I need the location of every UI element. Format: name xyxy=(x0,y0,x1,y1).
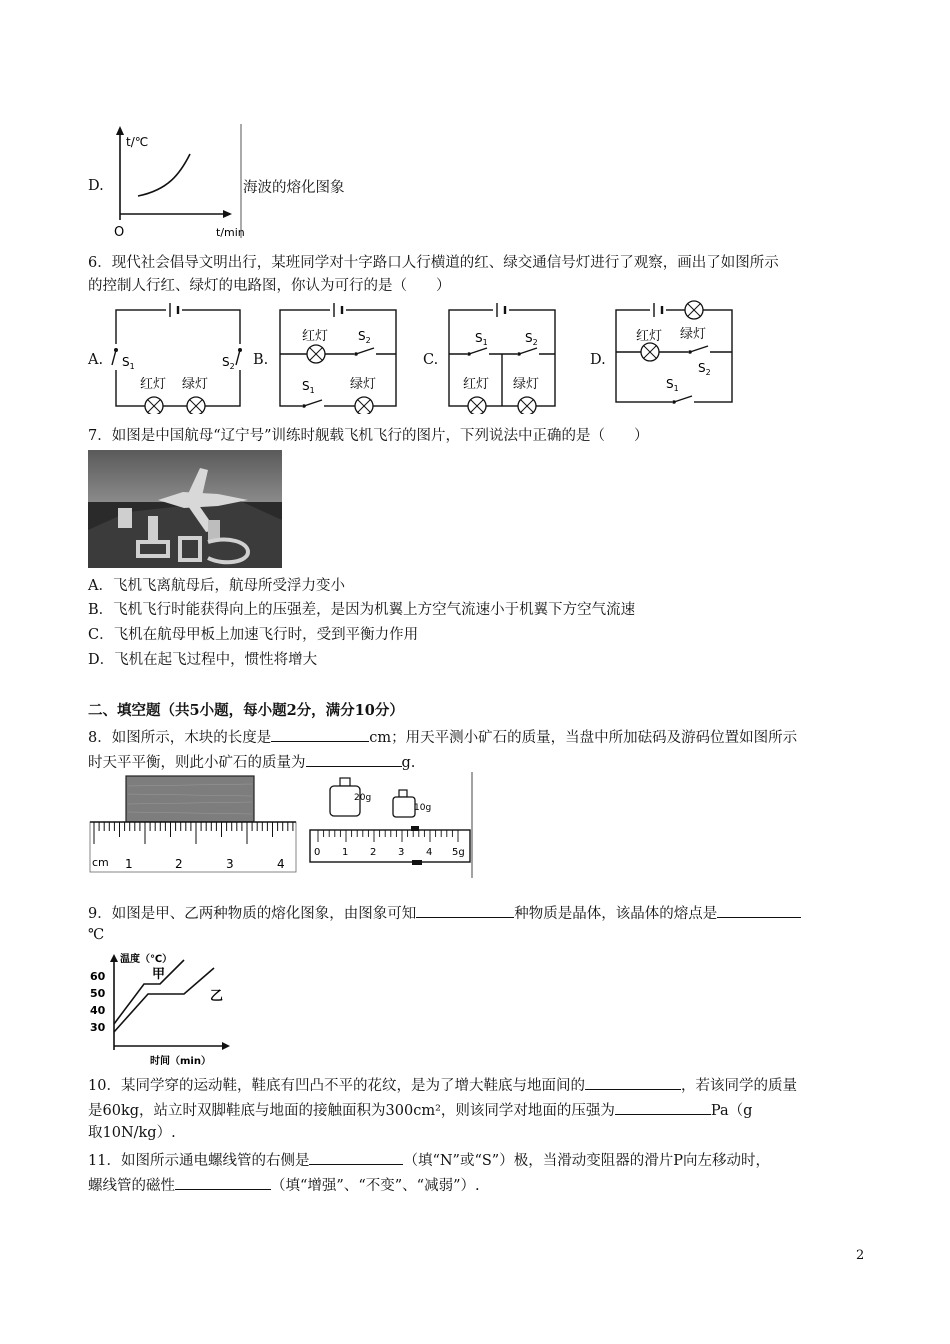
q5-graph-xlabel: t/min xyxy=(216,226,245,239)
svg-text:S2: $S_2$ xyxy=(222,355,235,371)
q9-line2: ℃ xyxy=(88,927,105,943)
q11-text-b: （填“N”或“S”）极，当滑动变阻器的滑片P向左移动时， xyxy=(403,1153,770,1169)
q11-blank-magnetism[interactable] xyxy=(175,1173,271,1190)
q5-option-d-text: 海波的熔化图象 xyxy=(243,180,345,196)
q5-graph-ylabel: t/℃ xyxy=(126,135,149,149)
svg-text:2: 2 xyxy=(370,847,377,858)
q10-text-d: Pa（g xyxy=(710,1103,753,1119)
q6-circuit-a xyxy=(108,302,250,414)
q11-text-c: 螺线管的磁性 xyxy=(88,1178,175,1194)
q10-line1 xyxy=(88,1073,797,1096)
svg-text:S2: $S_2$ xyxy=(698,361,711,377)
q9-blank-substance[interactable] xyxy=(416,901,514,918)
q8-text-b: cm；用天平测小矿石的质量，当盘中所加砝码及游码位置如图所示 xyxy=(369,730,798,746)
q8-ruler-figure xyxy=(88,772,300,878)
q7-stem: 7．如图是中国航母“辽宁号”训练时舰载飞机飞行的图片，下列说法中正确的是（ ） xyxy=(88,428,649,444)
q8-text-a: 8．如图所示，木块的长度是 xyxy=(88,730,272,746)
svg-text:4: 4 xyxy=(426,847,433,858)
q9-graph-ylabel: 温度（℃） xyxy=(120,954,173,965)
svg-text:1: 1 xyxy=(342,847,349,858)
q8-blank-length[interactable] xyxy=(271,725,369,742)
q9-text-b: 种物质是晶体，该晶体的熔点是 xyxy=(514,906,718,922)
svg-text:S1: $S_1$ xyxy=(666,377,679,393)
weight-10g-icon xyxy=(393,790,415,817)
q5-melting-graph xyxy=(108,122,248,240)
q11-blank-pole[interactable] xyxy=(309,1148,403,1165)
red-lamp-icon xyxy=(307,345,325,363)
s2-label: S xyxy=(222,355,230,369)
q7-option-b: B．飞机飞行时能获得向上的压强差，是因为机翼上方空气流速小于机翼下方空气流速 xyxy=(88,602,636,618)
green-lamp-icon xyxy=(518,397,536,414)
weight-10g-label: 10g xyxy=(414,803,432,813)
q8-line1 xyxy=(88,725,797,748)
q6-stem-line1: 6．现代社会倡导文明出行，某班同学对十字路口人行横道的红、绿交通信号灯进行了观察，画出了如图所示 xyxy=(88,255,779,271)
svg-text:40: 40 xyxy=(90,1004,106,1017)
q9-line1 xyxy=(88,901,801,924)
ruler-unit: cm xyxy=(92,856,109,869)
q10-line3: 取10N/kg）. xyxy=(88,1125,176,1141)
svg-text:0: 0 xyxy=(314,847,321,858)
svg-text:绿灯: 绿灯 xyxy=(513,377,540,392)
q11-text-d: （填“增强”、“不变”、“减弱”）. xyxy=(271,1178,480,1194)
q10-blank-friction[interactable] xyxy=(585,1073,681,1090)
series-yi-label: 乙 xyxy=(210,989,224,1004)
q9-text-a: 9．如图是甲、乙两种物质的熔化图象，由图象可知 xyxy=(88,906,417,922)
svg-text:S1: $S_1$ xyxy=(122,355,135,371)
q7-option-d: D．飞机在起飞过程中，惯性将增大 xyxy=(88,652,318,668)
q8-text-d: g. xyxy=(401,755,416,771)
svg-text:4: 4 xyxy=(277,857,285,871)
q7-aircraft-carrier-photo xyxy=(88,450,282,568)
q7-option-c: C．飞机在航母甲板上加速飞行时，受到平衡力作用 xyxy=(88,627,419,643)
q9-graph-xlabel: 时间（min） xyxy=(150,1056,211,1067)
q8-line2 xyxy=(88,750,415,773)
s1-label: S xyxy=(122,355,130,369)
q6-option-d-label: D. xyxy=(590,352,606,368)
svg-text:3: 3 xyxy=(398,847,405,858)
q7-option-a: A．飞机飞离航母后，航母所受浮力变小 xyxy=(88,578,345,594)
q5-option-d-label: D. xyxy=(88,178,104,194)
q8-text-c: 时天平平衡，则此小矿石的质量为 xyxy=(88,755,306,771)
q10-text-c: 是60kg，站立时双脚鞋底与地面的接触面积为300cm²，则该同学对地面的压强为 xyxy=(88,1103,615,1119)
series-jia-label: 甲 xyxy=(152,967,166,982)
svg-text:1: 1 xyxy=(125,857,133,871)
page-number: 2 xyxy=(856,1248,865,1263)
q8-blank-mass[interactable] xyxy=(306,750,402,767)
q6-circuit-d xyxy=(608,298,740,408)
svg-text:5g: 5g xyxy=(452,847,465,858)
svg-text:50: 50 xyxy=(90,987,106,1000)
q8-balance-figure xyxy=(304,772,476,878)
green-lamp-label: 绿灯 xyxy=(182,377,209,392)
svg-text:S1: $S_1$ xyxy=(302,379,315,395)
q11-text-a: 11．如图所示通电螺线管的右侧是 xyxy=(88,1153,310,1169)
q6-option-c-label: C. xyxy=(423,352,439,368)
q10-line2 xyxy=(88,1098,752,1121)
red-lamp-icon xyxy=(145,397,163,414)
q6-option-a-label: A. xyxy=(88,352,104,368)
svg-text:60: 60 xyxy=(90,970,106,983)
svg-text:绿灯: 绿灯 xyxy=(350,377,377,392)
q5-graph-origin: O xyxy=(114,225,125,240)
q6-option-b-label: B. xyxy=(253,352,269,368)
q11-line2 xyxy=(88,1173,480,1196)
svg-text:S2: $S_2$ xyxy=(358,329,371,345)
svg-text:绿灯: 绿灯 xyxy=(680,327,707,342)
q6-stem-line2: 的控制人行红、绿灯的电路图，你认为可行的是（ ） xyxy=(88,278,451,294)
svg-text:红灯: 红灯 xyxy=(463,377,490,392)
svg-text:3: 3 xyxy=(226,857,234,871)
svg-text:S2: $S_2$ xyxy=(525,331,538,347)
green-lamp-icon xyxy=(187,397,205,414)
rider-marker xyxy=(411,826,419,831)
weight-20g-label: 20g xyxy=(354,793,372,803)
q9-melting-graph xyxy=(88,946,238,1068)
svg-text:红灯: 红灯 xyxy=(636,329,663,344)
red-lamp-icon xyxy=(468,397,486,414)
section-2-title: 二、填空题（共5小题，每小题2分，满分10分） xyxy=(88,702,404,719)
q10-blank-pressure[interactable] xyxy=(615,1098,711,1115)
q6-circuit-b xyxy=(272,302,404,414)
q9-blank-melting-point[interactable] xyxy=(717,901,801,918)
series-jia-line xyxy=(114,960,184,1024)
green-lamp-icon xyxy=(355,397,373,414)
q11-line1 xyxy=(88,1148,770,1171)
q10-text-b: ，若该同学的质量 xyxy=(680,1078,797,1094)
red-lamp-icon xyxy=(641,343,659,361)
red-lamp-label: 红灯 xyxy=(140,377,167,392)
svg-text:S1: $S_1$ xyxy=(475,331,488,347)
q6-circuit-c xyxy=(441,302,563,414)
svg-text:2: 2 xyxy=(175,857,183,871)
svg-text:30: 30 xyxy=(90,1021,106,1034)
green-lamp-icon xyxy=(685,301,703,319)
svg-text:红灯: 红灯 xyxy=(302,329,329,344)
q10-text-a: 10．某同学穿的运动鞋，鞋底有凹凸不平的花纹，是为了增大鞋底与地面间的 xyxy=(88,1078,585,1094)
